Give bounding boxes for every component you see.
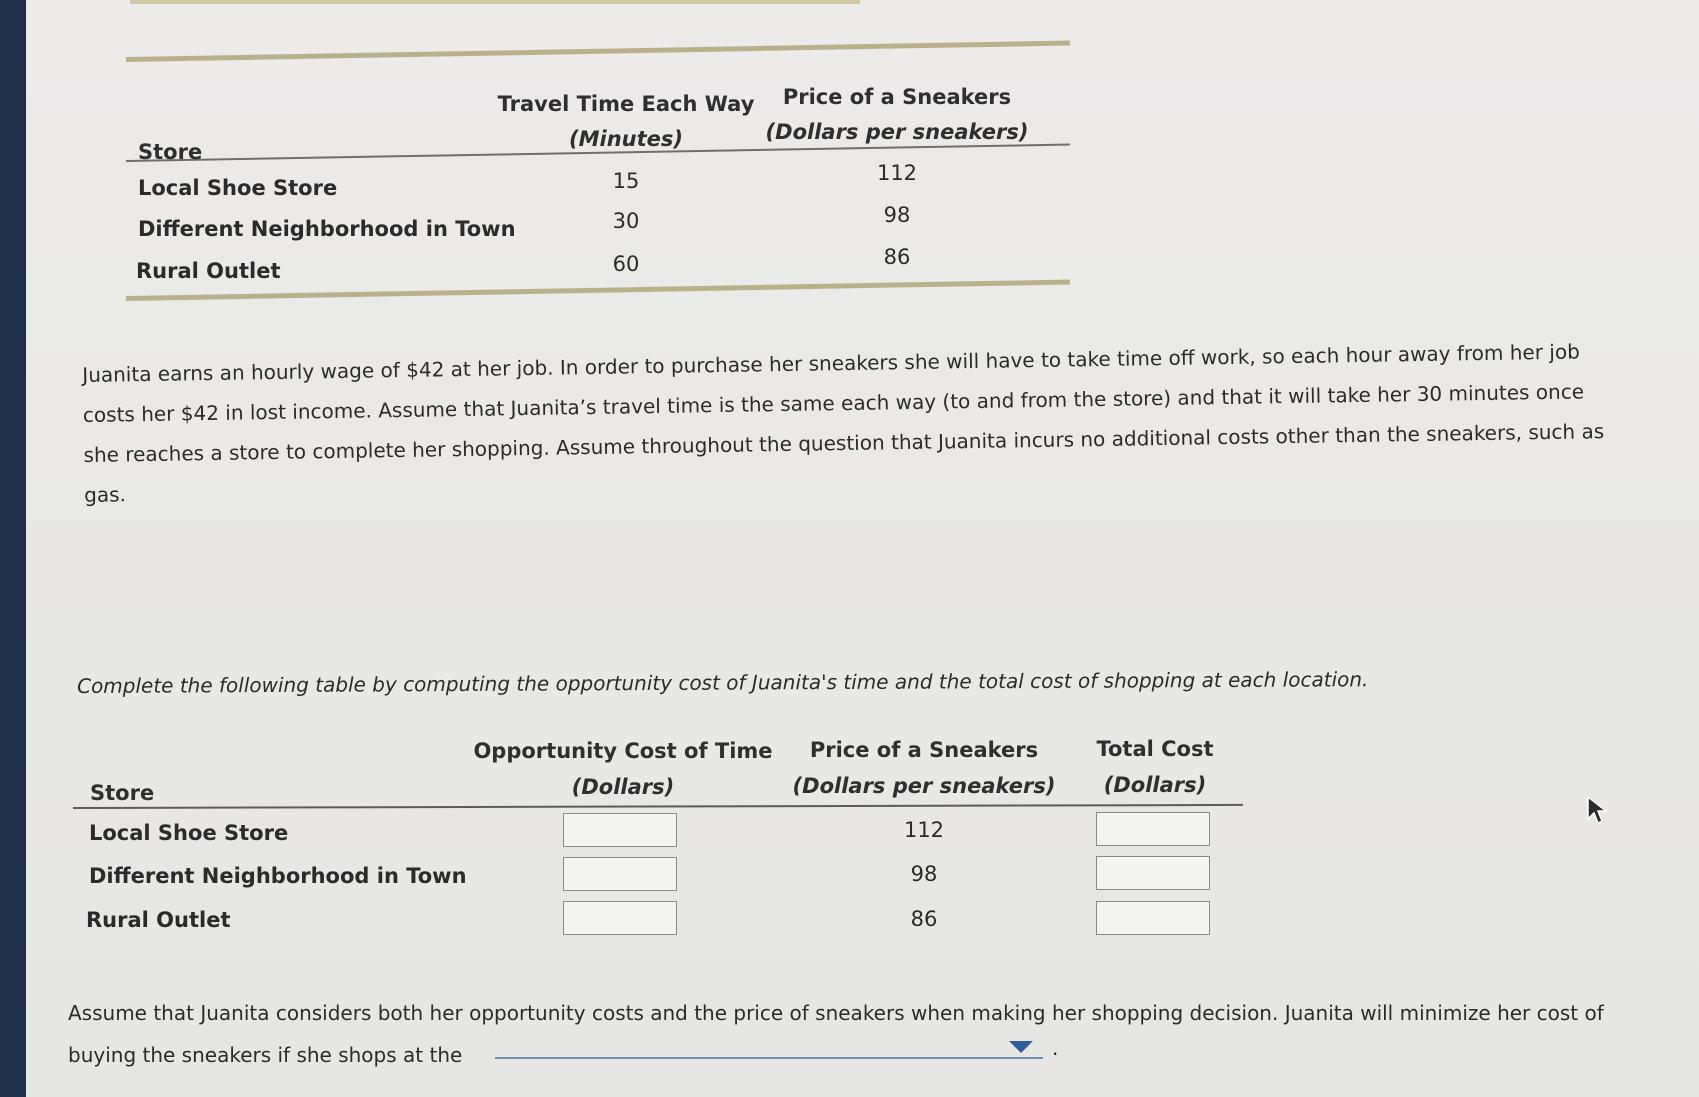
total-cost-input-local[interactable]	[1096, 812, 1210, 846]
t2-row-label-local: Local Shoe Store	[89, 821, 289, 845]
t2-header-total: Total Cost	[1096, 737, 1214, 761]
t2-row-label-rural: Rural Outlet	[86, 908, 231, 932]
t2-header-opportunity-unit: (Dollars)	[571, 775, 675, 799]
total-cost-input-rural[interactable]	[1096, 901, 1210, 935]
row-price-rural: 86	[883, 245, 911, 269]
opportunity-cost-input-neighborhood[interactable]	[563, 857, 677, 891]
instruction-text: Complete the following table by computing the opportunity cost of Juanita's time and the total cost of shopping at each location.	[77, 667, 1369, 698]
opportunity-cost-input-rural[interactable]	[563, 901, 677, 935]
header-travel-unit: (Minutes)	[569, 127, 683, 151]
sentence-period: .	[1052, 1036, 1059, 1060]
row-label-neighborhood: Different Neighborhood in Town	[138, 217, 516, 241]
travel-price-table	[126, 57, 1070, 307]
header-price-unit: (Dollars per sneakers)	[765, 120, 1029, 144]
t2-row-price-rural: 86	[910, 907, 938, 931]
t2-header-price-unit: (Dollars per sneakers)	[792, 774, 1056, 798]
row-travel-local: 15	[612, 169, 640, 193]
mouse-pointer-icon	[1586, 795, 1610, 827]
problem-paragraph: Juanita earns an hourly wage of $42 at her job. In order to purchase her sneakers she will have to take time off work, so each hour away from her job costs her $42 in lost income. Assume that Juanita’s travel time is the same each way (to and from the store) and that it will take her 30 minutes once she reaches a store to complete her shopping. Assume throughout the question that Juanita incurs no additional costs other than the sneakers, such as gas.	[82, 339, 1605, 507]
left-edge	[0, 0, 26, 1097]
table2-header-rule	[73, 804, 1243, 809]
t2-row-price-neighborhood: 98	[910, 862, 938, 886]
t2-row-label-neighborhood: Different Neighborhood in Town	[89, 864, 467, 888]
row-label-rural: Rural Outlet	[136, 259, 281, 283]
opportunity-cost-table	[73, 735, 1243, 935]
t2-header-store: Store	[90, 781, 155, 805]
t2-header-opportunity: Opportunity Cost of Time	[473, 739, 773, 763]
row-travel-rural: 60	[612, 252, 640, 276]
total-cost-input-neighborhood[interactable]	[1096, 856, 1210, 890]
t2-header-price: Price of a Sneakers	[809, 738, 1039, 762]
decision-sentence: Assume that Juanita considers both her opportunity costs and the price of sneakers when making her shopping decision. Juanita will minimize her cost of buying the sneakers if she shops at the	[68, 1001, 1604, 1067]
row-label-local: Local Shoe Store	[138, 176, 338, 200]
chevron-down-icon[interactable]	[1009, 1041, 1033, 1053]
row-price-neighborhood: 98	[883, 203, 911, 227]
top-border-rule	[130, 0, 860, 4]
t2-header-total-unit: (Dollars)	[1103, 773, 1207, 797]
row-price-local: 112	[876, 161, 918, 185]
header-travel-time: Travel Time Each Way	[497, 92, 755, 116]
t2-row-price-local: 112	[903, 818, 945, 842]
header-store: Store	[138, 140, 203, 164]
store-choice-dropdown[interactable]	[495, 1035, 1043, 1059]
opportunity-cost-input-local[interactable]	[563, 813, 677, 847]
header-price: Price of a Sneakers	[782, 85, 1012, 109]
row-travel-neighborhood: 30	[612, 209, 640, 233]
